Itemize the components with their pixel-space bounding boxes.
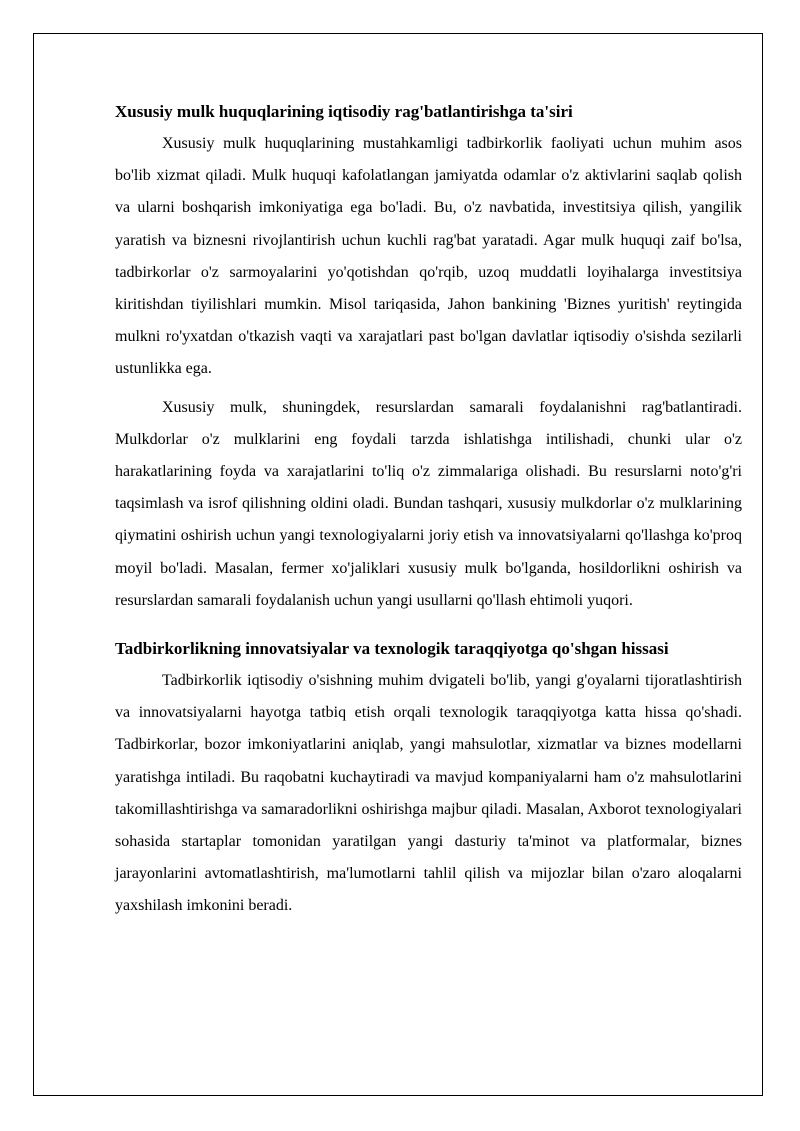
paragraph-entrepreneurship-1: Tadbirkorlik iqtisodiy o'sishning muhim dvigateli bo'lib, yangi g'oyalarni tijoratlashtirish va innovatsiyalarni hayotga tatbiq etish orqali texnologik taraqqiyotga katta hissa qo'shadi. Tadbirkorlar, bozor imkoniyatlarini aniqlab, yangi mahsulotlar, xizmatlar va biznes modellarni yaratishga intiladi. Bu raqobatni kuchaytiradi va mavjud kompaniyalarni ham o'z mahsulotlarini takomillashtirishga va samaradorlikni oshirishga majbur qiladi. Masalan, Axborot texnologiyalari sohasida startaplar tomonidan yaratilgan yangi dasturiy ta'minot va platformalar, biznes jarayonlarini avtomatlashtirish, ma'lumotlarni tahlil qilish va mijozlar bilan o'zaro aloqalarni yaxshilash imkonini beradi. [115, 672, 742, 915]
section-heading-property-rights: Xususiy mulk huquqlarining iqtisodiy rag'batlantirishga ta'siri [115, 102, 573, 121]
section-heading-entrepreneurship: Tadbirkorlikning innovatsiyalar va texnologik taraqqiyotga qo'shgan hissasi [115, 639, 669, 659]
paragraph-property-rights-2: Xususiy mulk, shuningdek, resurslardan samarali foydalanishni rag'batlantiradi. Mulkdorlar o'z mulklarini eng foydali tarzda ishlatishga intilishadi, chunki ular o'z harakatlarining foyda va xarajatlarini to'liq o'z zimmalariga olishadi. Bu resurslarni noto'g'ri taqsimlash va isrof qilishning oldini oladi. Bundan tashqari, xususiy mulkdorlar o'z mulklarining qiymatini oshirish uchun yangi texnologiyalarni joriy etish va innovatsiyalarni qo'llashga ko'proq moyil bo'ladi. Masalan, fermer xo'jaliklari xususiy mulk bo'lganda, hosildorlikni oshirish va resurslardan samarali foydalanish uchun yangi usullarni qo'llash ehtimoli yuqori. [115, 398, 742, 609]
document-body [115, 96, 742, 929]
paragraph-property-rights-1: Xususiy mulk huquqlarining mustahkamligi tadbirkorlik faoliyati uchun muhim asos bo'lib xizmat qiladi. Mulk huquqi kafolatlangan jamiyatda odamlar o'z aktivlarini saqlab qolish va ularni boshqarish imkoniyatiga ega bo'ladi. Bu, o'z navbatida, investitsiya qilish, yangilik yaratish va biznesni rivojlantirish uchun kuchli rag'bat yaratadi. Agar mulk huquqi zaif bo'lsa, tadbirkorlar o'z sarmoyalarini yo'qotishdan qo'rqib, uzoq muddatli loyihalarga investitsiya kiritishdan tiyilishlari mumkin. Misol tariqasida, Jahon bankining 'Biznes yuritish' reytingida mulkni ro'yxatdan o'tkazish vaqti va xarajatlari past bo'lgan davlatlar iqtisodiy o'sishda sezilarli ustunlikka ega. [115, 135, 742, 378]
